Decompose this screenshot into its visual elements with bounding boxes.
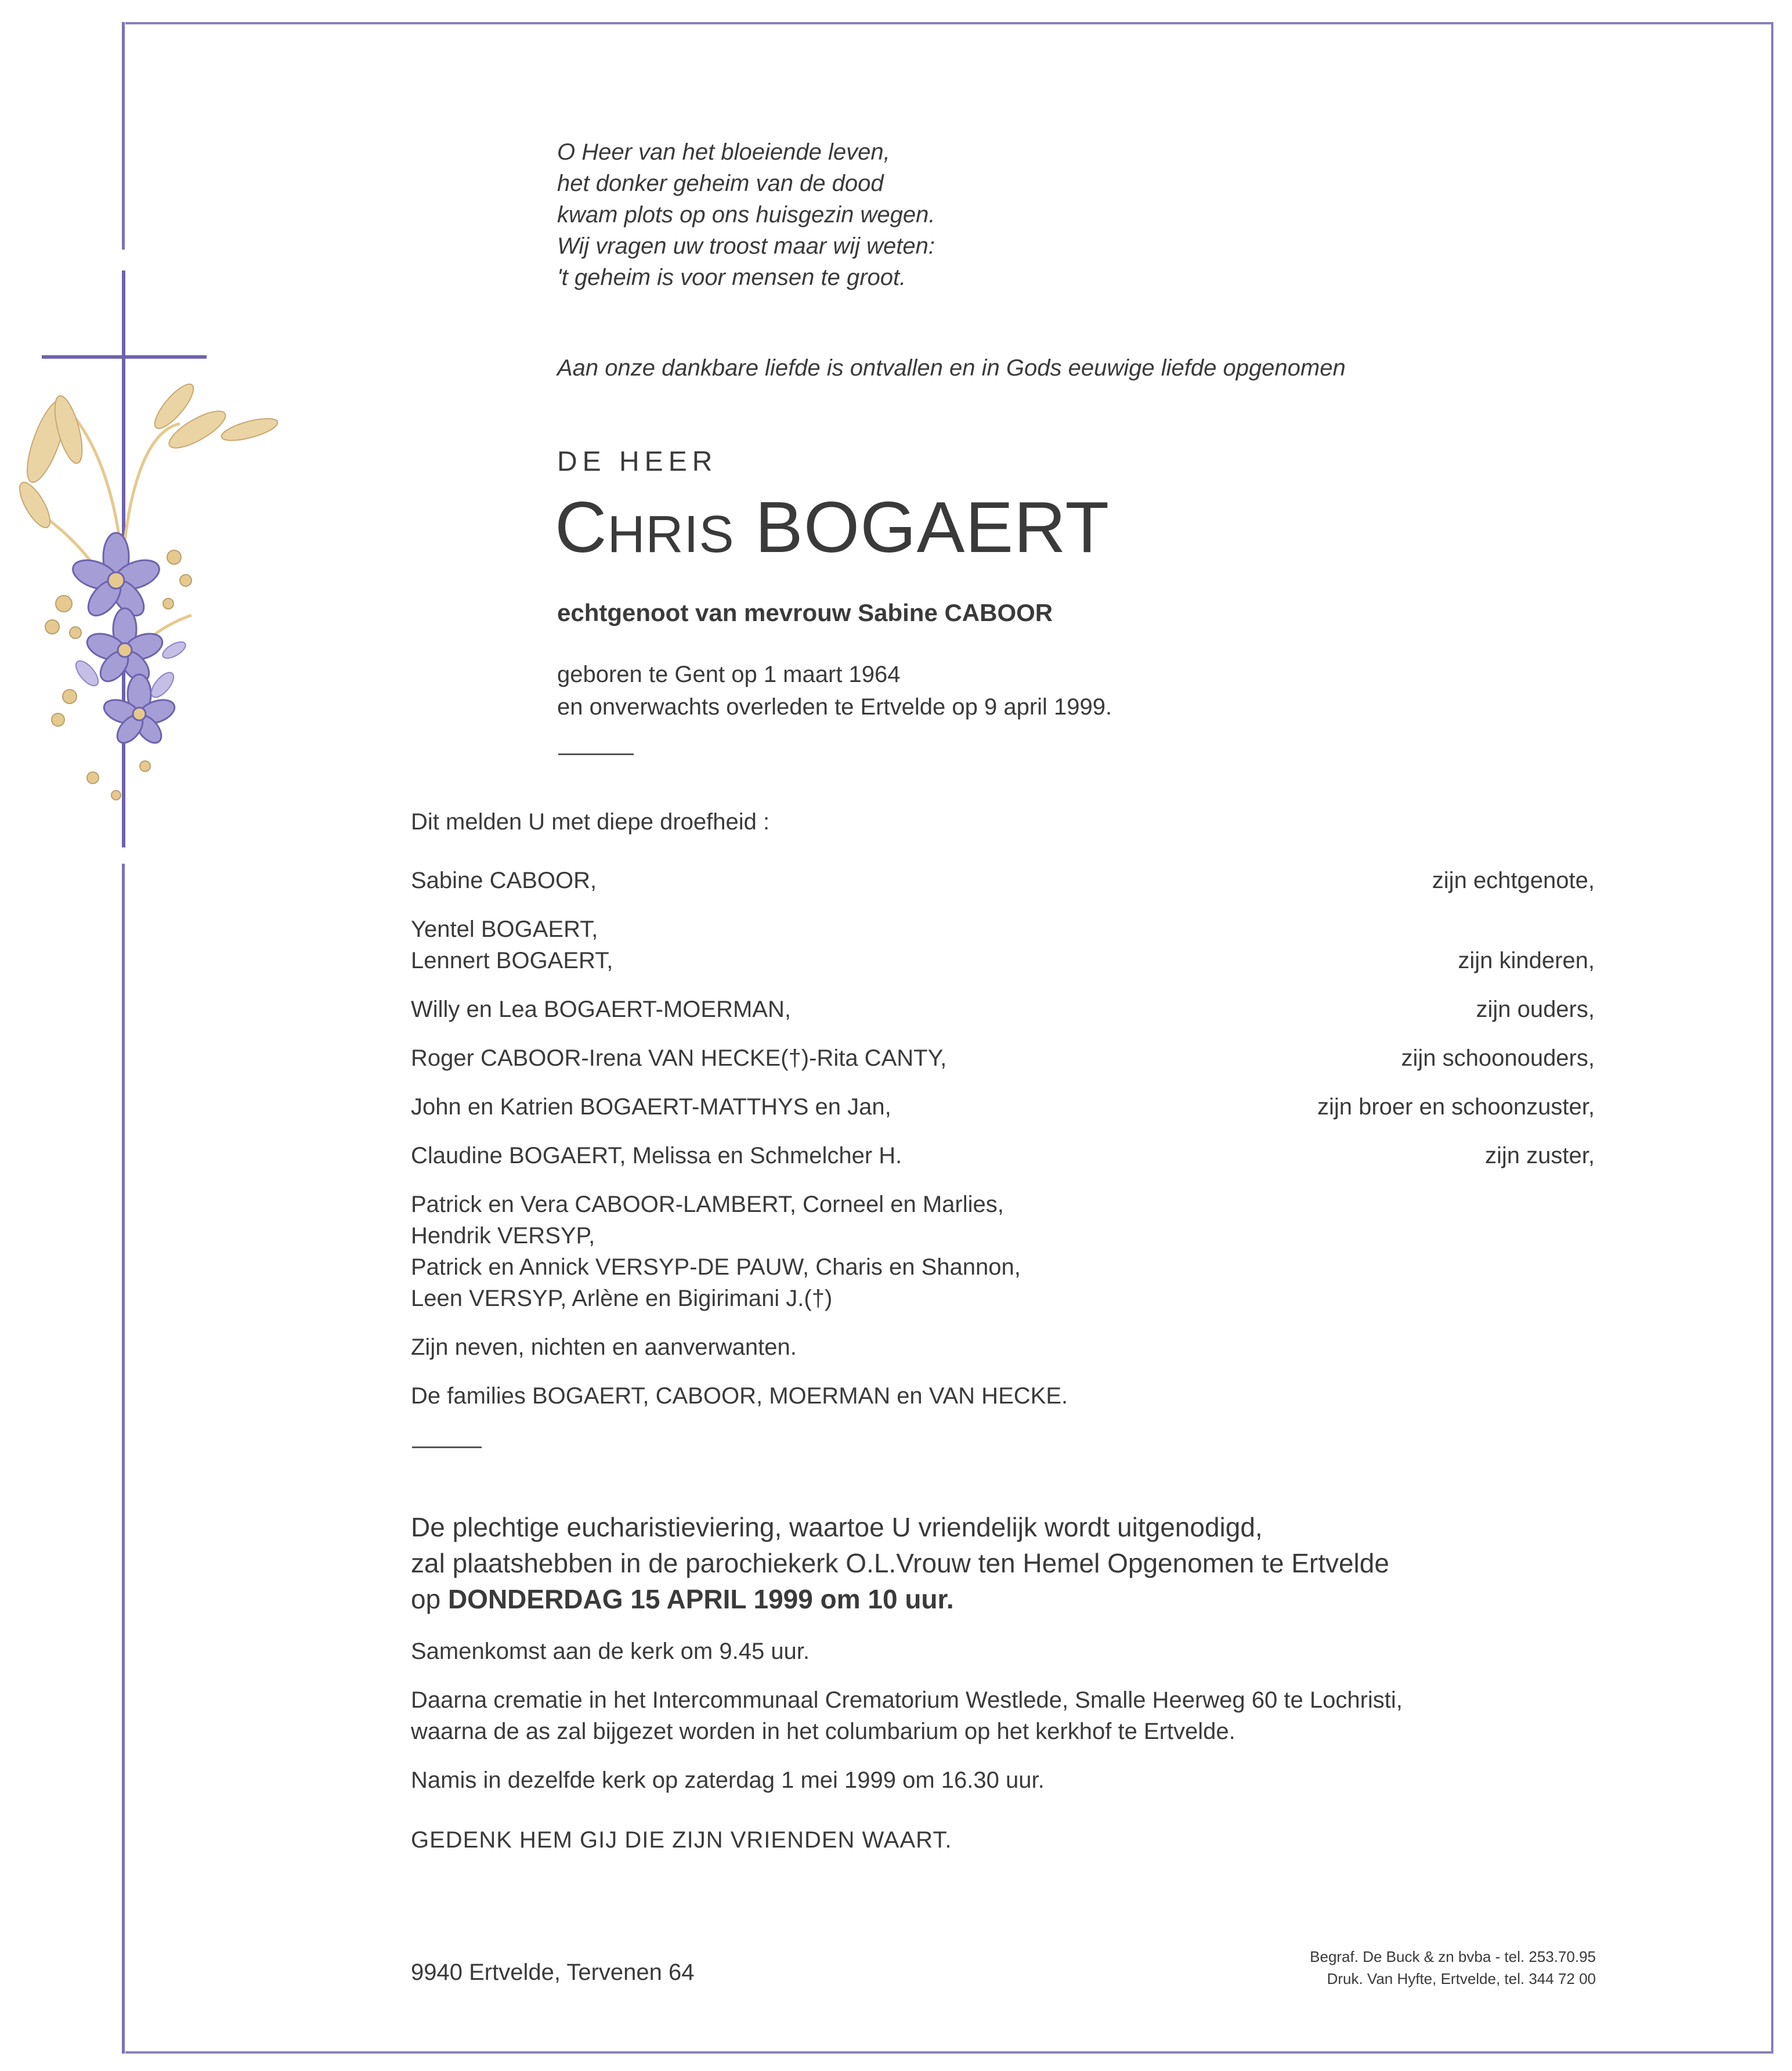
mourner-name: Sabine CABOOR, <box>411 868 597 893</box>
poem-line: kwam plots op ons huisgezin wegen. <box>557 202 935 228</box>
birth-death-lines <box>557 658 1112 723</box>
family-address: 9940 Ertvelde, Tervenen 64 <box>411 1960 695 1985</box>
ceremony-info <box>411 1509 1389 1617</box>
honorific: DE HEER <box>557 446 718 477</box>
ceremony-line: De plechtige eucharistieviering, waartoe U vriendelijk wordt uitgenodigd, <box>411 1512 1263 1542</box>
mourner-row <box>411 1189 1595 1314</box>
poem-line: Wij vragen uw troost maar wij weten: <box>557 233 935 259</box>
credits <box>1310 1946 1596 1990</box>
mourner-name: Roger CABOOR-Irena VAN HECKE(†)-Rita CANTY, <box>411 1045 947 1071</box>
mourners-list <box>411 865 1595 1429</box>
cremation-line: waarna de as zal bijgezet worden in het columbarium op het kerkhof te Ertvelde. <box>411 1719 1235 1744</box>
mourner-row <box>411 1091 1595 1123</box>
poem-line: het donker geheim van de dood <box>557 171 884 196</box>
spouse-line: echtgenoot van mevrouw Sabine CABOOR <box>557 599 1053 626</box>
poem <box>557 136 935 293</box>
mourner-row <box>411 865 1595 896</box>
service-details <box>411 1636 1403 1813</box>
divider-rule <box>558 753 634 755</box>
ceremony-date-line <box>411 1581 1389 1617</box>
ceremony-date: DONDERDAG 15 APRIL 1999 om 10 uur. <box>447 1584 954 1614</box>
undertaker-credit: Begraf. De Buck & zn bvba - tel. 253.70.95 <box>1310 1948 1596 1965</box>
mourner-name: Lennert BOGAERT, <box>411 948 613 973</box>
ceremony-line: zal plaatshebben in de parochiekerk O.L.Vrouw ten Hemel Opgenomen te Ertvelde <box>411 1548 1389 1578</box>
birth-line: geboren te Gent op 1 maart 1964 <box>557 662 901 687</box>
closing-line: GEDENK HEM GIJ DIE ZIJN VRIENDEN WAART. <box>411 1827 952 1853</box>
mourner-row <box>411 1380 1595 1412</box>
blue-flowers <box>69 533 178 748</box>
printer-credit: Druk. Van Hyfte, Ertvelde, tel. 344 72 00 <box>1327 1970 1596 1987</box>
border-left-upper <box>122 22 125 250</box>
mourner-row <box>411 994 1595 1025</box>
mourner-row <box>411 1332 1595 1363</box>
mourner-row <box>411 914 1595 976</box>
divider-rule <box>412 1446 482 1448</box>
mourner-name: Hendrik VERSYP, <box>411 1223 595 1249</box>
gathering-note: Samenkomst aan de kerk om 9.45 uur. <box>411 1639 810 1664</box>
ceremony-date-prefix: op <box>411 1584 441 1614</box>
last-name: BOGAERT <box>755 488 1110 568</box>
mourner-name: John en Katrien BOGAERT-MATTHYS en Jan, <box>411 1094 891 1120</box>
announcement: Dit melden U met diepe droefheid : <box>411 809 770 835</box>
mourner-relation: zijn ouders, <box>1476 997 1595 1022</box>
mourner-name: Willy en Lea BOGAERT-MOERMAN, <box>411 997 791 1022</box>
memorial-note: Namis in dezelfde kerk op zaterdag 1 mei 1999 om 16.30 uur. <box>411 1767 1045 1793</box>
mourner-name: Leen VERSYP, Arlène en Bigirimani J.(†) <box>411 1286 833 1311</box>
floral-wheat-decoration <box>0 255 302 824</box>
mourner-name: Claudine BOGAERT, Melissa en Schmelcher H. <box>411 1143 902 1168</box>
mourner-relation: zijn schoonouders, <box>1401 1045 1595 1071</box>
border-left-lower <box>122 864 125 2054</box>
cremation-note <box>411 1684 1403 1747</box>
mourner-name: Zijn neven, nichten en aanverwanten. <box>411 1334 797 1360</box>
first-name-initial: C <box>555 488 608 568</box>
deceased-name <box>555 486 1110 569</box>
poem-line: O Heer van het bloeiende leven, <box>557 139 890 165</box>
mourner-relation: zijn zuster, <box>1485 1143 1595 1168</box>
poem-line: 't geheim is voor mensen te groot. <box>557 265 906 290</box>
cremation-line: Daarna crematie in het Intercommunaal Crematorium Westlede, Smalle Heerweg 60 te Lochristi, <box>411 1687 1403 1713</box>
mourner-name: De families BOGAERT, CABOOR, MOERMAN en VAN HECKE. <box>411 1383 1068 1409</box>
mourner-name: Patrick en Vera CABOOR-LAMBERT, Corneel en Marlies, <box>411 1192 1004 1217</box>
mourner-name: Yentel BOGAERT, <box>411 917 598 942</box>
mourner-row <box>411 1042 1595 1074</box>
mourner-name: Patrick en Annick VERSYP-DE PAUW, Charis en Shannon, <box>411 1254 1021 1280</box>
mourner-row <box>411 1140 1595 1171</box>
death-line: en onverwachts overleden te Ertvelde op 9 april 1999. <box>557 694 1112 720</box>
mourner-relation: zijn echtgenote, <box>1432 868 1595 893</box>
mourner-relation: zijn kinderen, <box>1458 948 1595 973</box>
mourner-relation: zijn broer en schoonzuster, <box>1317 1094 1595 1120</box>
first-name-rest: HRIS <box>607 506 735 564</box>
intro-line: Aan onze dankbare liefde is ontvallen en in Gods eeuwige liefde opgenomen <box>557 355 1346 381</box>
